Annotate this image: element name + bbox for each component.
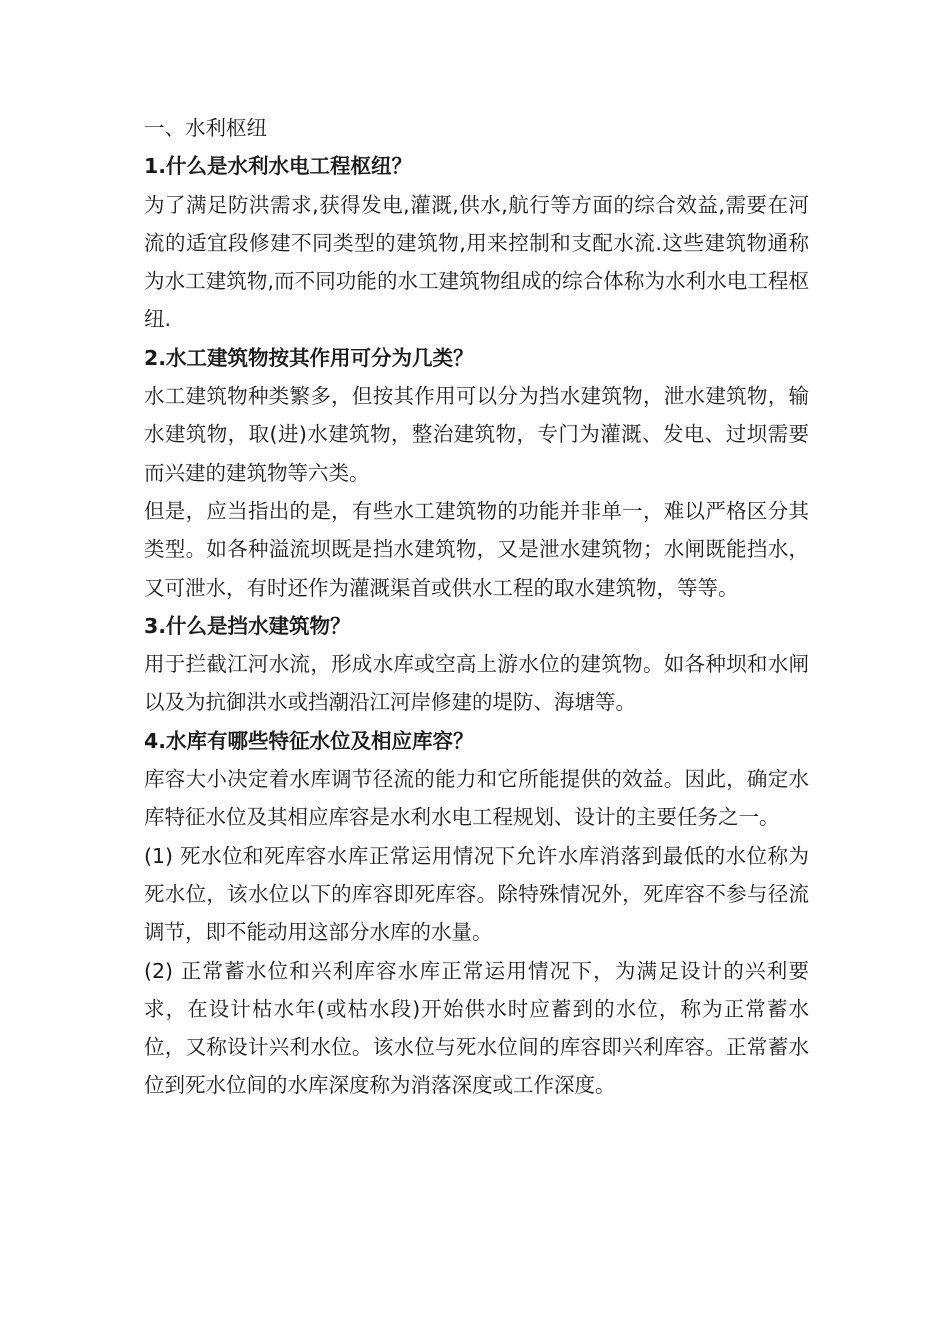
question-1-answer: 为了满足防洪需求,获得发电,灌溉,供水,航行等方面的综合效益,需要在河流的适宜段修建不同类型的建筑物,用来控制和支配水流.这些建筑物通称为水工建筑物,而不同功能的水工建筑物组成的综合体称为水利水电工程枢纽. xyxy=(144,192,809,332)
document-page xyxy=(144,109,809,1105)
section-title: 一、水利枢纽 xyxy=(144,116,267,140)
question-1-title: 1.什么是水利水电工程枢纽？ xyxy=(144,154,413,179)
question-3-answer: 用于拦截江河水流，形成水库或空高上游水位的建筑物。如各种坝和水闸以及为抗御洪水或挡潮沿江河岸修建的堤防、海塘等。 xyxy=(144,652,809,715)
question-3-title: 3.什么是挡水建筑物？ xyxy=(144,613,351,638)
question-4-title: 4.水库有哪些特征水位及相应库容？ xyxy=(144,728,474,753)
question-2-answer-paragraph-1: 水工建筑物种类繁多，但按其作用可以分为挡水建筑物，泄水建筑物，输水建筑物，取(进)水建筑物，整治建筑物，专门为灌溉、发电、过坝需要而兴建的建筑物等六类。 xyxy=(144,384,809,485)
question-2-title: 2.水工建筑物按其作用可分为几类？ xyxy=(144,345,474,370)
question-4-answer-intro: 库容大小决定着水库调节径流的能力和它所能提供的效益。因此，确定水库特征水位及其相应库容是水利水电工程规划、设计的主要任务之一。 xyxy=(144,767,809,830)
question-4-item-2: (2) 正常蓄水位和兴利库容水库正常运用情况下，为满足设计的兴利要求，在设计枯水年(或枯水段)开始供水时应蓄到的水位，称为正常蓄水位，又称设计兴利水位。该水位与死水位间的库容即兴利库容。正常蓄水位到死水位间的水库深度称为消落深度或工作深度。 xyxy=(144,958,809,1098)
question-2-answer-paragraph-2: 但是，应当指出的是，有些水工建筑物的功能并非单一，难以严格区分其类型。如各种溢流坝既是挡水建筑物，又是泄水建筑物；水闸既能挡水，又可泄水，有时还作为灌溉渠首或供水工程的取水建筑物，等等。 xyxy=(144,498,809,600)
question-4-item-1: (1) 死水位和死库容水库正常运用情况下允许水库消落到最低的水位称为死水位，该水位以下的库容即死库容。除特殊情况外，死库容不参与径流调节，即不能动用这部分水库的水量。 xyxy=(144,843,809,945)
